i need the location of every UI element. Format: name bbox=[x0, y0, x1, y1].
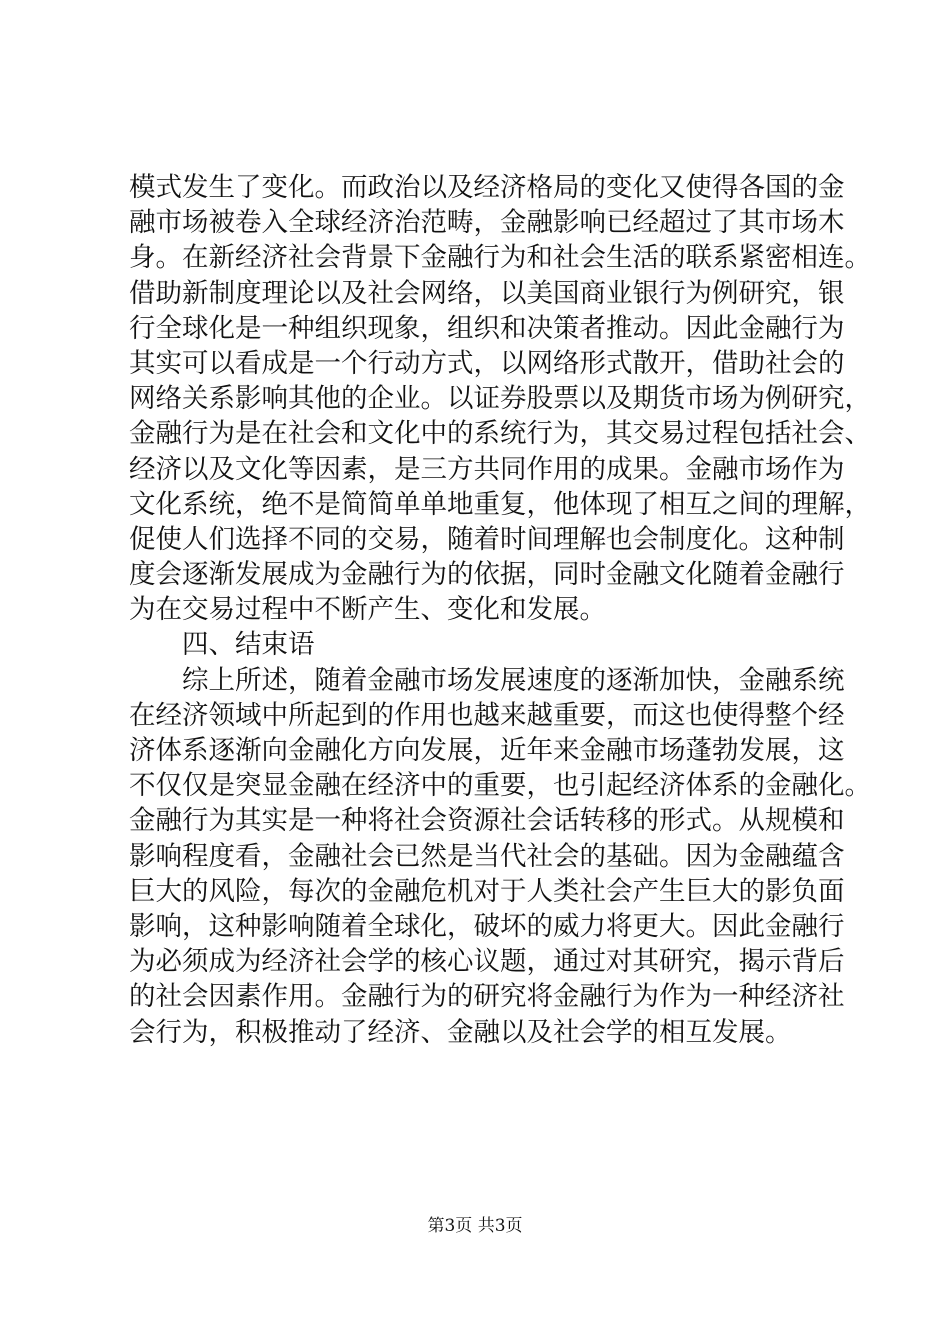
text-line: 行全球化是一种组织现象，组织和决策者推动。因此金融行为 bbox=[129, 312, 845, 344]
text-line: 融市场被卷入全球经济治范畴，金融影响已经超过了其市场木 bbox=[129, 207, 845, 239]
text-line: 网络关系影响其他的企业。以证券股票以及期货市场为例研究， bbox=[129, 383, 871, 415]
text-line: 金融行为是在社会和文化中的系统行为，其交易过程包括社会、 bbox=[129, 418, 871, 450]
text-line: 不仅仅是突显金融在经济中的重要，也引起经济体系的金融化。 bbox=[129, 770, 871, 802]
text-line: 促使人们选择不同的交易，随着时间理解也会制度化。这种制 bbox=[129, 523, 845, 555]
text-line: 济体系逐渐向金融化方向发展，近年来金融市场蓬勃发展，这 bbox=[129, 735, 845, 766]
text-line: 身。在新经济社会背景下金融行为和社会生活的联系紧密相连。 bbox=[129, 242, 871, 274]
text-line: 经济以及文化等因素，是三方共同作用的成果。金融市场作为 bbox=[129, 453, 845, 485]
section-heading: 四、结束语 bbox=[129, 629, 315, 661]
text-line: 文化系统，绝不是简简单单地重复，他体现了相互之间的理解， bbox=[129, 488, 871, 520]
text-line: 会行为，积极推动了经济、金融以及社会学的相互发展。 bbox=[129, 1016, 792, 1048]
text-line: 其实可以看成是一个行动方式，以网络形式散开，借助社会的 bbox=[129, 347, 845, 379]
text-line: 模式发生了变化。而政治以及经济格局的变化又使得各国的金 bbox=[129, 172, 845, 203]
text-line: 金融行为其实是一种将社会资源社会话转移的形式。从规模和 bbox=[129, 805, 845, 837]
text-line: 为必须成为经济社会学的核心议题，通过对其研究，揭示背后 bbox=[129, 946, 845, 978]
text-line: 的社会因素作用。金融行为的研究将金融行为作为一种经济社 bbox=[129, 981, 845, 1013]
text-line: 借助新制度理论以及社会网络，以美国商业银行为例研究，银 bbox=[129, 277, 845, 309]
text-line: 度会逐渐发展成为金融行为的依据，同时金融文化随着金融行 bbox=[129, 559, 845, 591]
text-line: 综上所述，随着金融市场发展速度的逐渐加快，金融系统 bbox=[129, 664, 845, 696]
text-line: 影响，这种影响随着全球化，破坏的威力将更大。因此金融行 bbox=[129, 910, 845, 942]
body-text bbox=[129, 170, 871, 1050]
text-line: 为在交易过程中不断产生、变化和发展。 bbox=[129, 594, 606, 626]
text-line: 影响程度看，金融社会已然是当代社会的基础。因为金融蕴含 bbox=[129, 840, 845, 872]
page-footer bbox=[0, 1214, 950, 1238]
text-line: 巨大的风险，每次的金融危机对于人类社会产生巨大的影负面 bbox=[129, 875, 845, 907]
page-number-label: 第3页 共3页 bbox=[427, 1216, 523, 1236]
text-line: 在经济领域中所起到的作用也越来越重要，而这也使得整个经 bbox=[129, 699, 845, 731]
